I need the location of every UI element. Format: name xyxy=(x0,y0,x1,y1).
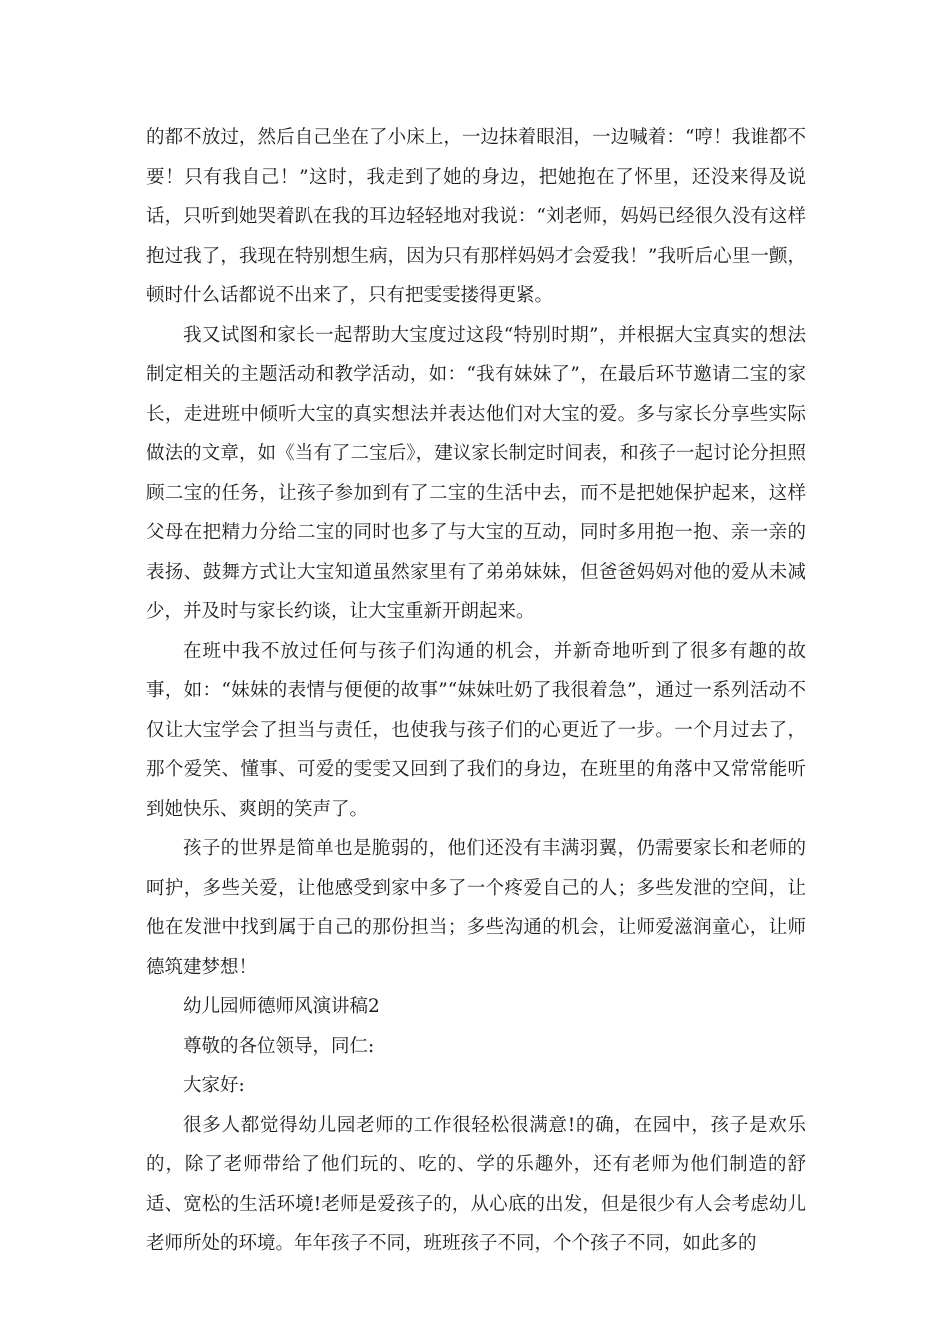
paragraph-speech-opening: 很多人都觉得幼儿园老师的工作很轻松很满意!的确，在园中，孩子是欢乐的，除了老师带给了他们玩的、吃的、学的乐趣外，还有老师为他们制造的舒适、宽松的生活环境!老师是爱孩子的，从心底的出发，但是很少有人会考虑幼儿老师所处的环境。年年孩子不同，班班孩子不同，个个孩子不同，如此多的 xyxy=(146,1114,806,1254)
document-page xyxy=(146,118,806,1264)
paragraph-conclusion: 孩子的世界是简单也是脆弱的，他们还没有丰满羽翼，仍需要家长和老师的呵护，多些关爱，让他感受到家中多了一个疼爱自己的人；多些发泄的空间，让他在发泄中找到属于自己的那份担当；多些沟通的机会，让师爱滋润童心，让师德筑建梦想！ xyxy=(146,838,806,978)
salutation: 尊敬的各位领导，同仁: xyxy=(183,1035,375,1057)
greeting: 大家好: xyxy=(183,1075,245,1096)
paragraph-class-communication: 在班中我不放过任何与孩子们沟通的机会，并新奇地听到了很多有趣的故事，如：“妹妹的表情与便便的故事”“妹妹吐奶了我很着急”，通过一系列活动不仅让大宝学会了担当与责任，也使我与孩子们的心更近了一步。一个月过去了，那个爱笑、懂事、可爱的雯雯又回到了我们的身边，在班里的角落中又常常能听到她快乐、爽朗的笑声了。 xyxy=(146,640,806,820)
section-title: 幼儿园师德师风演讲稿2 xyxy=(183,996,380,1017)
paragraph-parent-cooperation: 我又试图和家长一起帮助大宝度过这段“特别时期”，并根据大宝真实的想法制定相关的主题活动和教学活动，如：“我有妹妹了”，在最后环节邀请二宝的家长，走进班中倾听大宝的真实想法并表达他们对大宝的爱。多与家长分享些实际做法的文章，如《当有了二宝后》，建议家长制定时间表，和孩子一起讨论分担照顾二宝的任务，让孩子参加到有了二宝的生活中去，而不是把她保护起来，这样父母在把精力分给二宝的同时也多了与大宝的互动，同时多用抱一抱、亲一亲的表扬、鼓舞方式让大宝知道虽然家里有了弟弟妹妹，但爸爸妈妈对他的爱从未减少，并及时与家长约谈，让大宝重新开朗起来。 xyxy=(146,324,806,622)
paragraph-continued: 的都不放过，然后自己坐在了小床上，一边抹着眼泪，一边喊着：“哼！我谁都不要！只有我自己！”这时，我走到了她的身边，把她抱在了怀里，还没来得及说话，只听到她哭着趴在我的耳边轻轻地对我说：“刘老师，妈妈已经很久没有这样抱过我了，我现在特别想生病，因为只有那样妈妈才会爱我！”我听后心里一颤，顿时什么话都说不出来了，只有把雯雯搂得更紧。 xyxy=(146,127,806,306)
